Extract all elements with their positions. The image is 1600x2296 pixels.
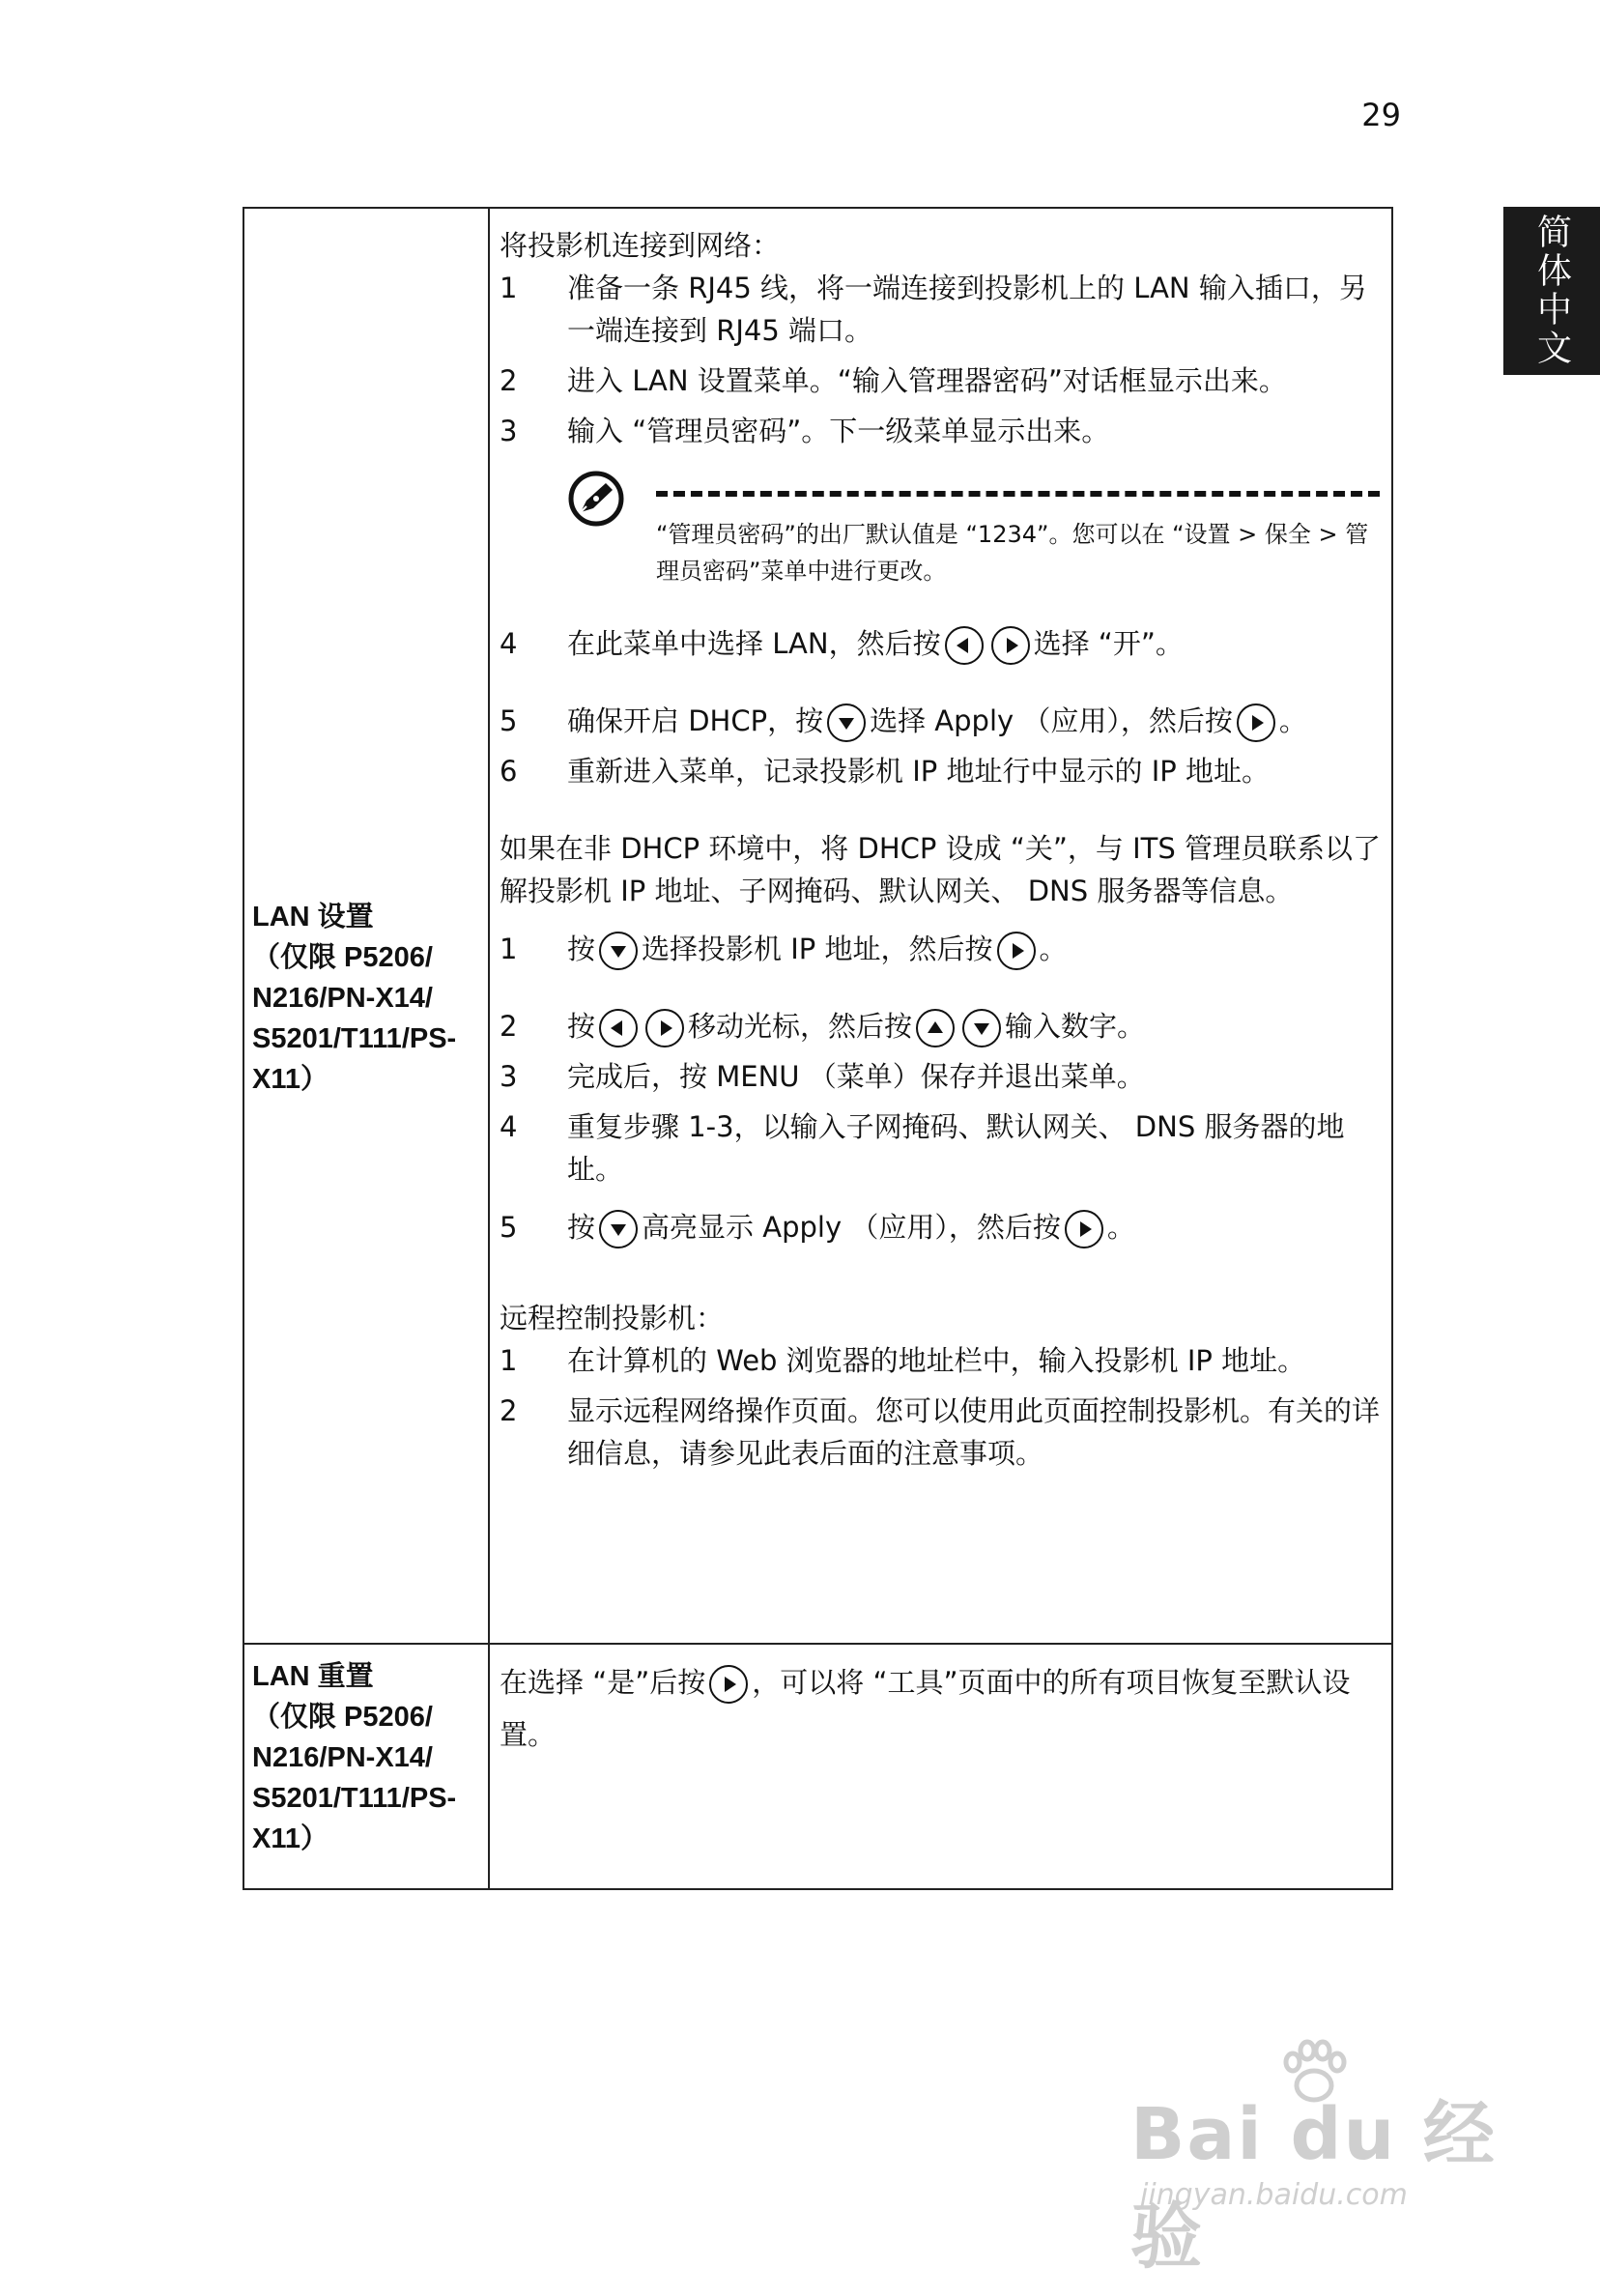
step-text: 在此菜单中选择 LAN，然后按 xyxy=(567,627,941,660)
row-label xyxy=(244,209,490,1643)
step-text: 移动光标，然后按 xyxy=(688,1010,913,1043)
language-tab-label: 简体中文 xyxy=(1531,214,1572,368)
watermark-logo: Bai du 经验 xyxy=(1130,2093,1497,2279)
note-text: “管理员密码”的出厂默认值是 “1234”。您可以在 “设置 > 保全 > 管理员密码”菜单中进行更改。 xyxy=(656,521,1369,585)
step-text: 输入数字。 xyxy=(1005,1010,1146,1043)
step-text: 完成后，按 MENU （菜单）保存并退出菜单。 xyxy=(567,1060,1145,1093)
step-item xyxy=(500,1005,1384,1048)
step-text: 选择投影机 IP 地址，然后按 xyxy=(642,933,993,965)
reset-text: ，可以将 “工具”页面中的所有项目恢复至默认设置。 xyxy=(500,1666,1351,1751)
up-arrow-button-icon xyxy=(916,1009,955,1048)
step-item xyxy=(500,359,1384,402)
step-item xyxy=(500,1055,1384,1098)
note-pen-icon xyxy=(567,462,656,607)
down-arrow-button-icon xyxy=(599,932,638,970)
right-arrow-button-icon xyxy=(1065,1210,1103,1248)
step-number: 1 xyxy=(500,933,518,965)
step-number: 2 xyxy=(500,364,518,397)
right-arrow-button-icon xyxy=(709,1665,748,1704)
step-item xyxy=(500,1105,1384,1191)
label-line: N216/PN-X14/ xyxy=(252,983,433,1014)
step-number: 6 xyxy=(500,755,518,788)
step-item xyxy=(500,750,1384,792)
step-text: 按 xyxy=(567,933,596,965)
left-arrow-button-icon xyxy=(945,626,984,665)
non-dhcp-paragraph: 如果在非 DHCP 环境中，将 DHCP 设成 “关”，与 ITS 管理员联系以了解投影机 IP 地址、子网掩码、默认网关、 DNS 服务器等信息。 xyxy=(500,832,1381,907)
step-number: 1 xyxy=(500,1344,518,1377)
step-number: 2 xyxy=(500,1394,518,1427)
language-tab xyxy=(1503,207,1600,375)
step-number: 5 xyxy=(500,704,518,737)
step-text: 高亮显示 Apply （应用），然后按 xyxy=(642,1211,1061,1244)
step-number: 2 xyxy=(500,1010,518,1043)
down-arrow-button-icon xyxy=(827,703,866,742)
label-line: （仅限 P5206/ xyxy=(252,942,433,973)
table-row-lan-reset xyxy=(244,1643,1391,1888)
step-text: 重复步骤 1-3，以输入子网掩码、默认网关、 DNS 服务器的地址。 xyxy=(567,1110,1345,1186)
left-arrow-button-icon xyxy=(599,1009,638,1048)
label-line: S5201/T111/PS- xyxy=(252,1783,457,1814)
step-number: 1 xyxy=(500,272,518,304)
right-arrow-button-icon xyxy=(1237,703,1275,742)
step-text: 。 xyxy=(1106,1211,1135,1244)
step-text: 按 xyxy=(567,1211,596,1244)
step-number: 3 xyxy=(500,415,518,447)
remote-control-title: 远程控制投影机： xyxy=(500,1302,725,1335)
step-text: 输入 “管理员密码”。下一级菜单显示出来。 xyxy=(567,415,1110,447)
table-row-lan-settings xyxy=(244,209,1391,1643)
reset-text: 在选择 “是”后按 xyxy=(500,1666,706,1699)
label-line: （仅限 P5206/ xyxy=(252,1702,433,1733)
step-item xyxy=(500,622,1384,665)
right-arrow-button-icon xyxy=(997,932,1036,970)
step-item xyxy=(500,1390,1384,1475)
step-number: 4 xyxy=(500,1110,518,1143)
step-number: 3 xyxy=(500,1060,518,1093)
right-arrow-button-icon xyxy=(991,626,1030,665)
step-item xyxy=(500,1339,1384,1382)
step-text: 进入 LAN 设置菜单。“输入管理器密码”对话框显示出来。 xyxy=(567,364,1287,397)
row-content xyxy=(490,1645,1391,1888)
step-text: 选择 Apply （应用），然后按 xyxy=(870,704,1233,737)
step-text: 显示远程网络操作页面。您可以使用此页面控制投影机。有关的详细信息，请参见此表后面的注意事项。 xyxy=(567,1394,1381,1470)
note-box xyxy=(567,462,1384,607)
step-number: 4 xyxy=(500,627,518,660)
label-line: X11） xyxy=(252,1823,329,1854)
step-text: 选择 “开”。 xyxy=(1033,627,1184,660)
step-text: 。 xyxy=(1278,704,1307,737)
step-item xyxy=(500,410,1384,452)
step-text: 确保开启 DHCP，按 xyxy=(567,704,824,737)
row-label xyxy=(244,1645,490,1888)
step-item xyxy=(500,700,1384,742)
label-line: S5201/T111/PS- xyxy=(252,1023,457,1054)
page-number: 29 xyxy=(1361,97,1401,133)
step-item xyxy=(500,928,1384,970)
label-line: LAN 设置 xyxy=(252,902,374,933)
step-text: 按 xyxy=(567,1010,596,1043)
down-arrow-button-icon xyxy=(962,1009,1001,1048)
settings-table xyxy=(243,207,1393,1890)
step-text: 重新进入菜单，记录投影机 IP 地址行中显示的 IP 地址。 xyxy=(567,755,1270,788)
baidu-jingyan-watermark xyxy=(1130,2039,1536,2279)
watermark-url: jingyan.baidu.com xyxy=(1140,2178,1408,2212)
connect-title: 将投影机连接到网络： xyxy=(500,229,781,262)
step-number: 5 xyxy=(500,1211,518,1244)
right-arrow-button-icon xyxy=(645,1009,684,1048)
step-text: 。 xyxy=(1039,933,1068,965)
note-divider xyxy=(656,491,1380,497)
step-text: 准备一条 RJ45 线，将一端连接到投影机上的 LAN 输入插口，另一端连接到 RJ45 端口。 xyxy=(567,272,1367,347)
label-line: N216/PN-X14/ xyxy=(252,1742,433,1773)
step-text: 在计算机的 Web 浏览器的地址栏中，输入投影机 IP 地址。 xyxy=(567,1344,1306,1377)
label-line: X11） xyxy=(252,1064,329,1095)
down-arrow-button-icon xyxy=(599,1210,638,1248)
label-line: LAN 重置 xyxy=(252,1661,374,1692)
step-item xyxy=(500,1206,1384,1248)
row-content xyxy=(490,209,1391,1643)
step-item xyxy=(500,267,1384,352)
